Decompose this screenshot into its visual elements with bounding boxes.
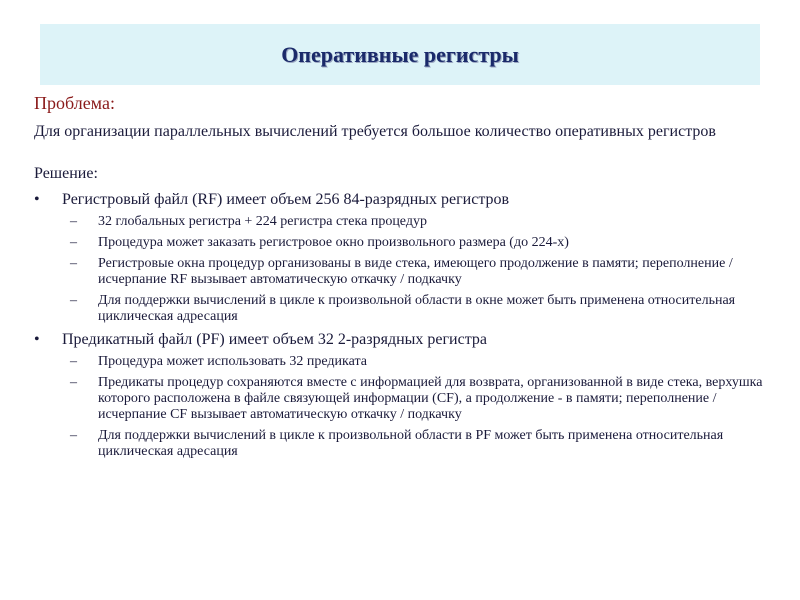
solution-label: Решение: [34,165,98,182]
dash-icon: – [70,354,77,369]
spacer [34,142,774,164]
slide-content [34,92,774,465]
solution-subitem-text: Процедура может заказать регистровое окно произвольного размера (до 224-х) [98,235,569,250]
solution-subitem [34,293,774,325]
solution-subitem-text: Предикаты процедур сохраняются вместе с информацией для возврата, организованной в виде стека, верхушка которого расположена в файле связующей информации (CF), а продолжение - в памяти; переполнение / исчерпание CF вызывает автоматическую откачку / подкачку [98,375,763,422]
slide-title: Оперативные регистры [281,41,519,67]
solution-subitem [34,375,774,423]
solution-subitem [34,354,774,370]
bullet-icon: • [34,331,40,348]
dash-icon: – [70,214,77,229]
solution-item [34,330,774,350]
problem-text: Для организации параллельных вычислений требуется большое количество оперативных регистров [34,123,716,140]
solution-subitem-text: Для поддержки вычислений в цикле к произвольной области в окне может быть применена относительная циклическая адресация [98,293,736,324]
bullet-icon: • [34,191,40,208]
solution-subitem-text: Для поддержки вычислений в цикле к произвольной области в PF может быть применена относительная циклическая адресация [98,428,724,459]
dash-icon: – [70,428,77,443]
solution-item-text: Предикатный файл (PF) имеет объем 32 2-разрядных регистра [62,331,488,348]
dash-icon: – [70,256,77,271]
dash-icon: – [70,235,77,250]
dash-icon: – [70,293,77,308]
solution-subitem [34,428,774,460]
solution-subitem [34,235,774,251]
solution-item [34,190,774,210]
title-banner [40,24,760,85]
solution-item-text: Регистровый файл (RF) имеет объем 256 84-разрядных регистров [62,191,510,208]
solution-subitem-text: Процедура может использовать 32 предиката [98,354,367,369]
problem-label: Проблема: [34,93,115,113]
solution-subitem-text: Регистровые окна процедур организованы в виде стека, имеющего продолжение в памяти; переполнение / исчерпание RF вызывает автоматическую откачку / подкачку [98,256,733,287]
solution-subitem-text: 32 глобальных регистра + 224 регистра стека процедур [98,214,427,229]
solution-subitem [34,214,774,230]
dash-icon: – [70,375,77,390]
solution-subitem [34,256,774,288]
